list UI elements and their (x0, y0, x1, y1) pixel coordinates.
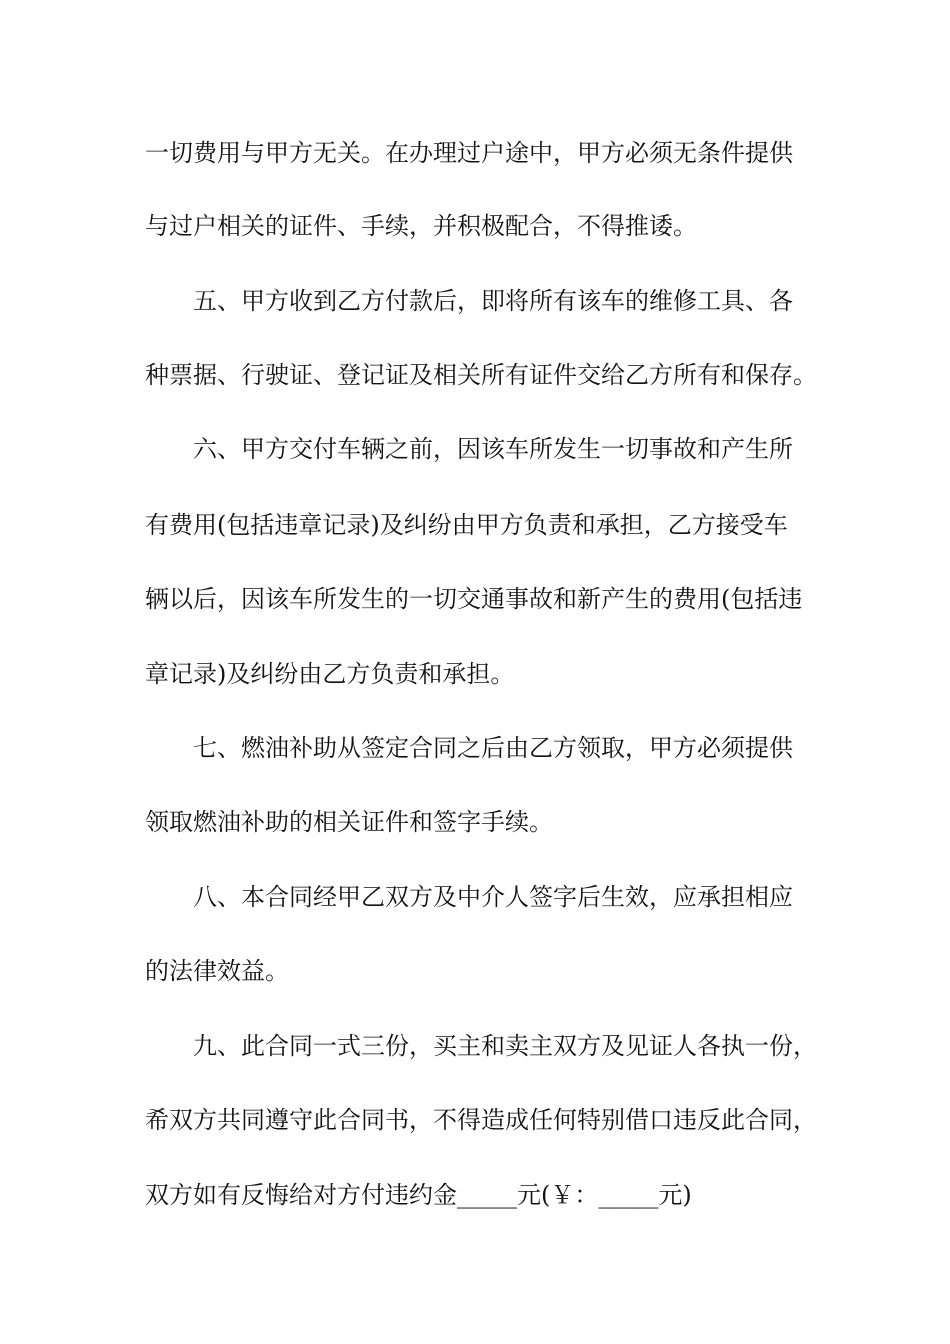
text-line: 与过户相关的证件、手续，并积极配合，不得推诿。 (145, 212, 697, 240)
paragraph-8-start: 八、本合同经甲乙双方及中介人签字后生效，应承担相应 (193, 883, 793, 911)
paragraph-6-start: 六、甲方交付车辆之前，因该车所发生一切事故和产生所 (193, 435, 793, 463)
text-line: 章记录)及纠纷由乙方负责和承担。 (145, 660, 515, 688)
text-line: 种票据、行驶证、登记证及相关所有证件交给乙方所有和保存。 (145, 361, 817, 389)
paragraph-5-start: 五、甲方收到乙方付款后，即将所有该车的维修工具、各 (193, 287, 793, 315)
paragraph-9-start: 九、此合同一式三份，买主和卖主双方及见证人各执一份， (193, 1032, 817, 1060)
text-line: 领取燃油补助的相关证件和签字手续。 (145, 808, 553, 836)
text-line: 辆以后，因该车所发生的一切交通事故和新产生的费用(包括违 (145, 585, 803, 613)
text-line: 双方如有反悔给对方付违约金_____元(￥：_____元) (145, 1181, 692, 1209)
text-line: 有费用(包括违章记录)及纠纷由甲方负责和承担，乙方接受车 (145, 511, 788, 539)
text-line: 希双方共同遵守此合同书，不得造成任何特别借口违反此合同， (145, 1106, 817, 1134)
text-line: 一切费用与甲方无关。在办理过户途中，甲方必须无条件提供 (145, 139, 793, 167)
text-line: 的法律效益。 (145, 957, 289, 985)
paragraph-7-start: 七、燃油补助从签定合同之后由乙方领取，甲方必须提供 (193, 734, 793, 762)
